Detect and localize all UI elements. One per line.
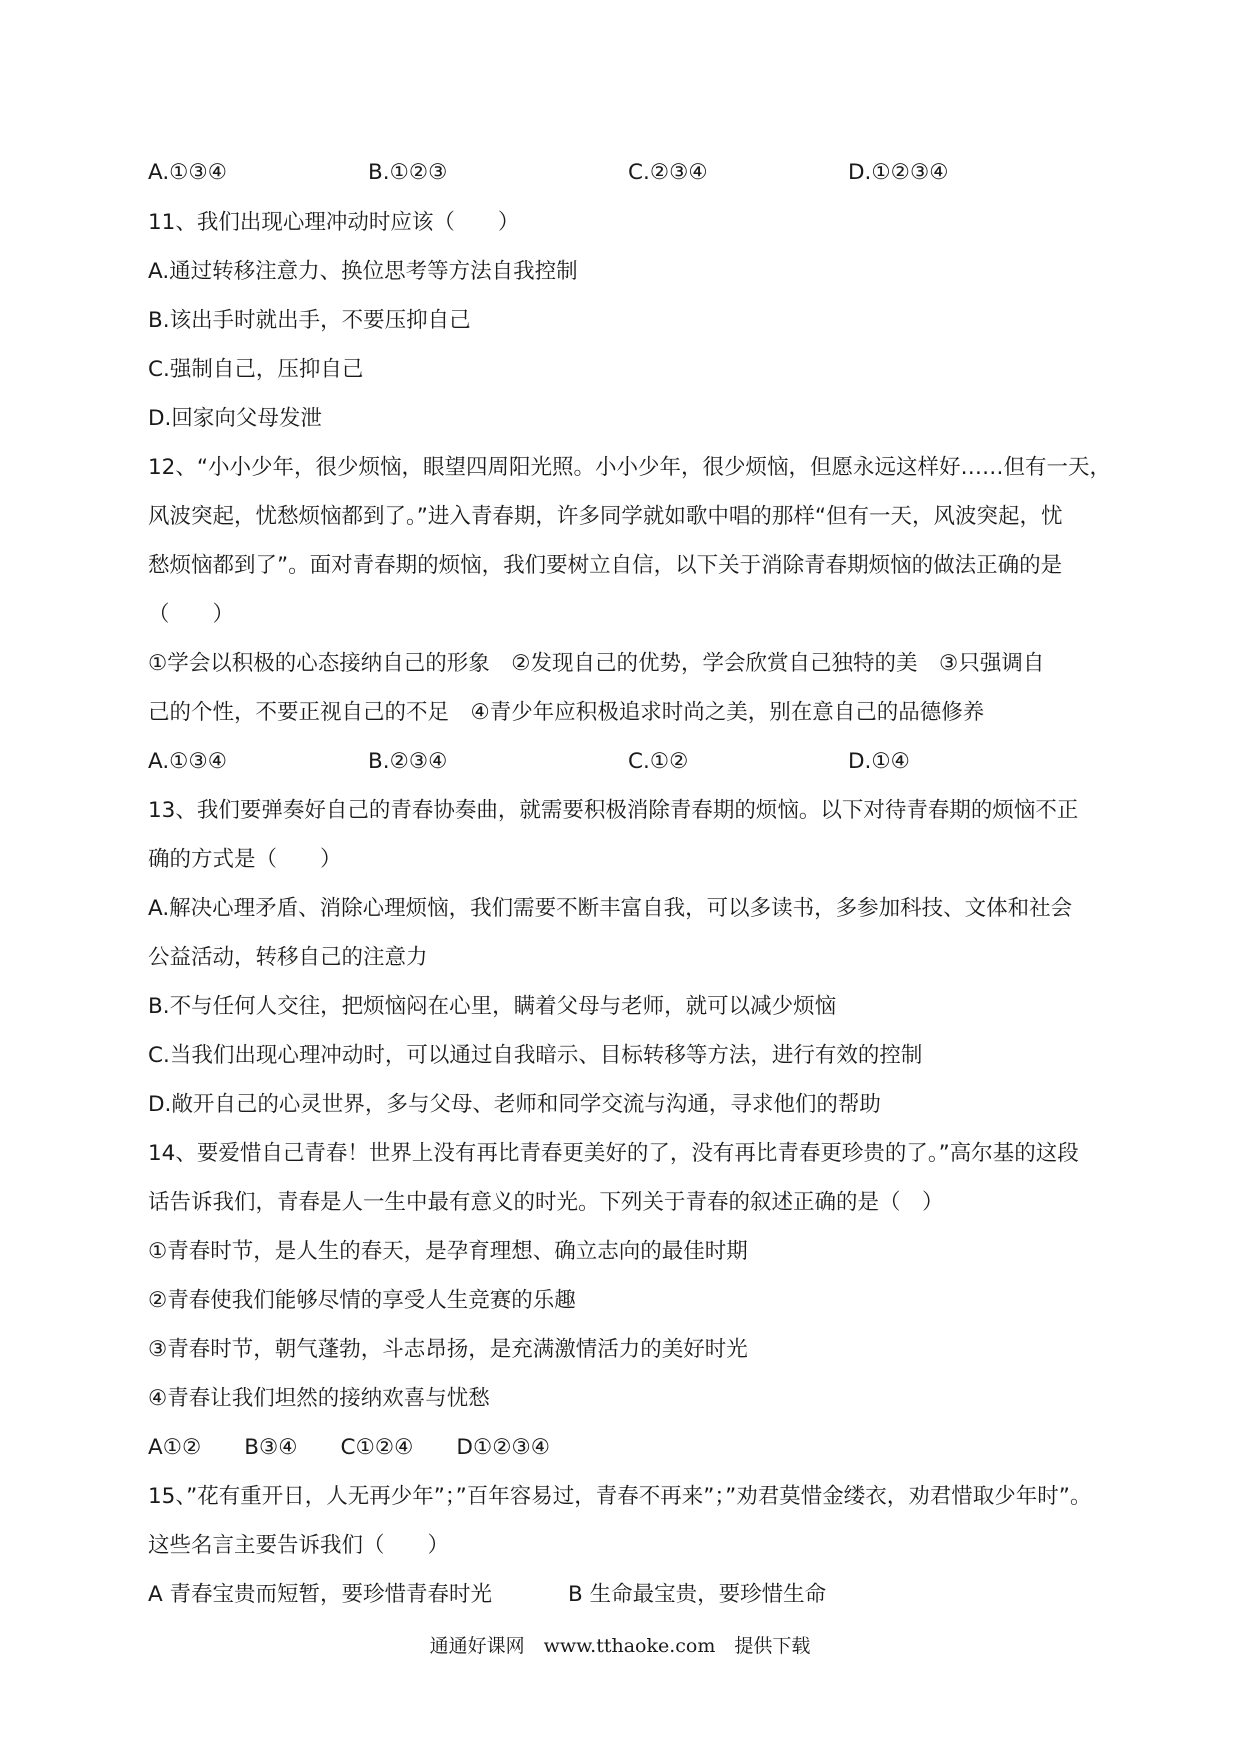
q13-option-d: D.敞开自己的心灵世界，多与父母、老师和同学交流与沟通，寻求他们的帮助 bbox=[148, 1092, 881, 1117]
q11-option-a: A.通过转移注意力、换位思考等方法自我控制 bbox=[148, 259, 578, 284]
q12-stem-line-4: （ ） bbox=[148, 602, 235, 627]
q15-option-a: A 青春宝贵而短暂，要珍惜青春时光 bbox=[148, 1582, 493, 1607]
q14-statement-1: ①青春时节，是人生的春天，是孕育理想、确立志向的最佳时期 bbox=[148, 1239, 748, 1264]
q14-stem-line-1: 14、要爱惜自己青春！世界上没有再比青春更美好的了，没有再比青春更珍贵的了。”高尔基的这段 bbox=[148, 1141, 1079, 1166]
q15-stem-line-2: 这些名言主要告诉我们（ ） bbox=[148, 1533, 450, 1558]
q10-option-a: A.①③④ bbox=[148, 160, 227, 185]
q11-option-b: B.该出手时就出手，不要压抑自己 bbox=[148, 308, 471, 333]
q10-options bbox=[148, 158, 1100, 188]
q12-option-c: C.①② bbox=[628, 749, 689, 774]
q11-option-c: C.强制自己，压抑自己 bbox=[148, 357, 364, 382]
q12-statement-line-1: ①学会以积极的心态接纳自己的形象 ②发现自己的优势，学会欣赏自己独特的美 ③只强调自 bbox=[148, 651, 1045, 676]
q11-stem: 11、我们出现心理冲动时应该（ ） bbox=[148, 210, 520, 235]
q12-stem-line-1: 12、“小小少年，很少烦恼，眼望四周阳光照。小小少年，很少烦恼，但愿永远这样好……但有一天， bbox=[148, 455, 1112, 480]
q12-statement-line-2: 己的个性，不要正视自己的不足 ④青少年应积极追求时尚之美，别在意自己的品德修养 bbox=[148, 700, 985, 725]
q12-options bbox=[148, 747, 1100, 777]
q13-option-c: C.当我们出现心理冲动时，可以通过自我暗示、目标转移等方法，进行有效的控制 bbox=[148, 1043, 923, 1068]
q12-stem-line-3: 愁烦恼都到了”。面对青春期的烦恼，我们要树立自信，以下关于消除青春期烦恼的做法正确的是 bbox=[148, 553, 1063, 578]
q14-options: A①② B③④ C①②④ D①②③④ bbox=[148, 1435, 551, 1460]
q13-stem-line-1: 13、我们要弹奏好自己的青春协奏曲，就需要积极消除青春期的烦恼。以下对待青春期的烦恼不正 bbox=[148, 798, 1079, 823]
q15-options bbox=[148, 1580, 1100, 1610]
q15-stem-line-1: 15、”花有重开日，人无再少年”；”百年容易过，青春不再来”；”劝君莫惜金缕衣，劝君惜取少年时”。 bbox=[148, 1484, 1092, 1509]
q12-stem-line-2: 风波突起，忧愁烦恼都到了。”进入青春期，许多同学就如歌中唱的那样“但有一天，风波突起，忧 bbox=[148, 504, 1063, 529]
q13-option-b: B.不与任何人交往，把烦恼闷在心里，瞒着父母与老师，就可以减少烦恼 bbox=[148, 994, 837, 1019]
q10-option-b: B.①②③ bbox=[368, 160, 448, 185]
q14-statement-4: ④青春让我们坦然的接纳欢喜与忧愁 bbox=[148, 1386, 490, 1411]
q11-option-d: D.回家向父母发泄 bbox=[148, 406, 322, 431]
q10-option-d: D.①②③④ bbox=[848, 160, 949, 185]
q14-stem-line-2: 话告诉我们，青春是人一生中最有意义的时光。下列关于青春的叙述正确的是（ ） bbox=[148, 1190, 944, 1215]
q12-option-b: B.②③④ bbox=[368, 749, 448, 774]
q12-option-d: D.①④ bbox=[848, 749, 910, 774]
q13-option-a-line-2: 公益活动，转移自己的注意力 bbox=[148, 945, 428, 970]
q10-option-c: C.②③④ bbox=[628, 160, 708, 185]
page-footer: 通通好课网 www.tthaoke.com 提供下载 bbox=[429, 1635, 811, 1657]
q15-option-b: B 生命最宝贵，要珍惜生命 bbox=[568, 1582, 827, 1607]
q14-statement-3: ③青春时节，朝气蓬勃，斗志昂扬，是充满激情活力的美好时光 bbox=[148, 1337, 748, 1362]
q14-statement-2: ②青春使我们能够尽情的享受人生竞赛的乐趣 bbox=[148, 1288, 576, 1313]
q13-option-a-line-1: A.解决心理矛盾、消除心理烦恼，我们需要不断丰富自我，可以多读书，多参加科技、文体和社会 bbox=[148, 896, 1073, 921]
q13-stem-line-2: 确的方式是（ ） bbox=[148, 847, 342, 872]
q12-option-a: A.①③④ bbox=[148, 749, 227, 774]
